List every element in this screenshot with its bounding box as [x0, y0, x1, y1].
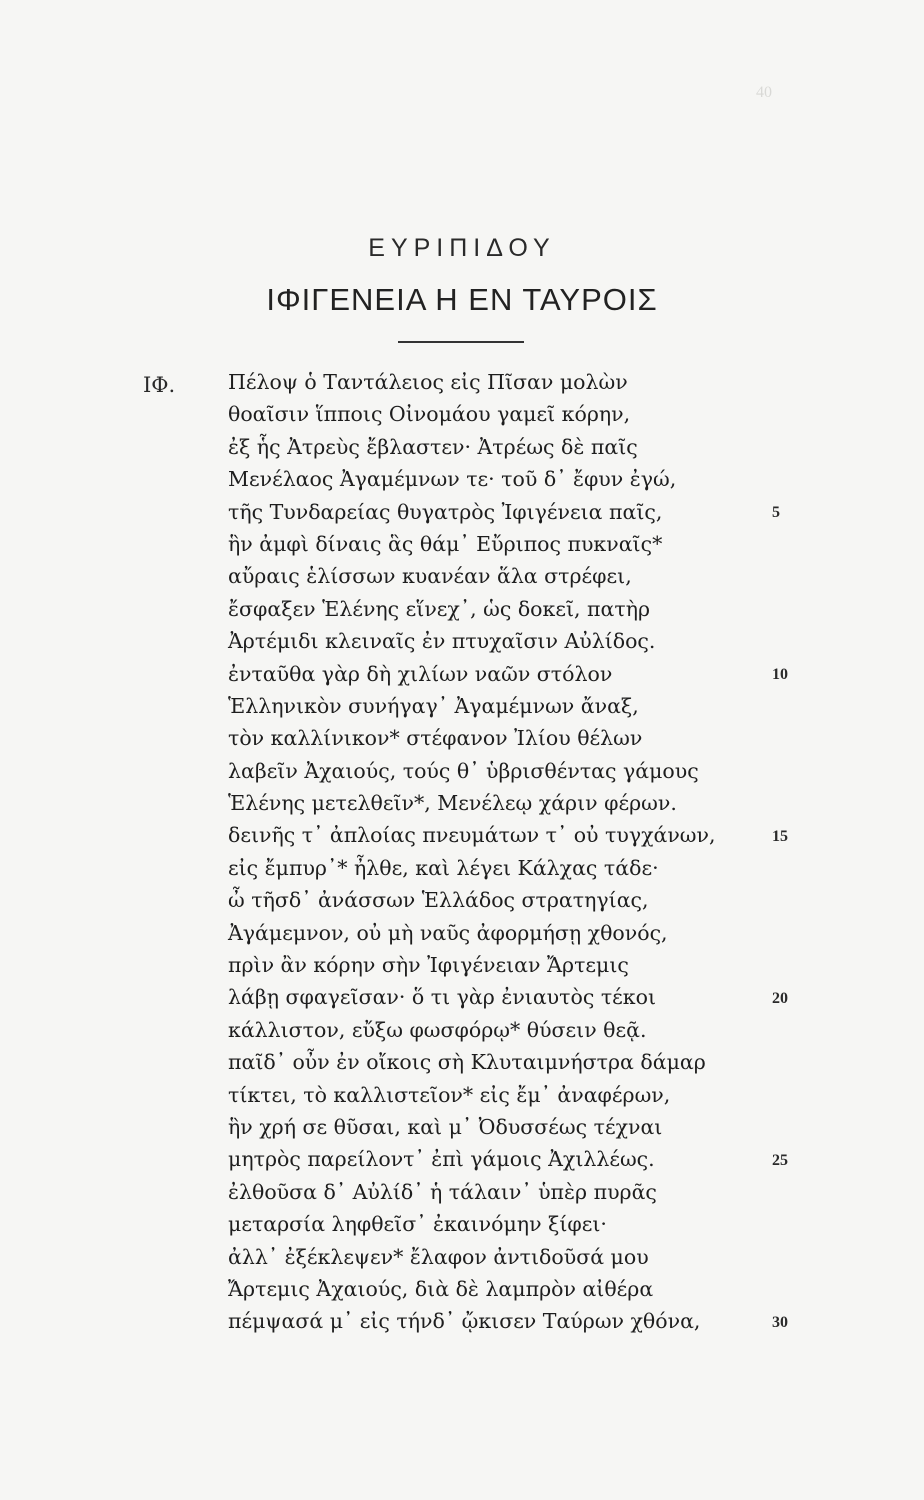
verse-line: μεταρσία ληφθεῖσ᾽ ἐκαινόμην ξίφει· — [228, 1212, 607, 1237]
verse-block — [228, 366, 788, 1338]
line-number: 10 — [772, 665, 788, 683]
verse-line: Πέλοψ ὁ Ταντάλειος εἰς Πῖσαν μολὼν — [228, 370, 628, 394]
verse-line: ἐλθοῦσα δ᾽ Αὐλίδ᾽ ἡ τάλαιν᾽ ὑπὲρ πυρᾶς — [228, 1179, 657, 1204]
line-number: 5 — [772, 503, 780, 521]
verse-line: ἐξ ἧς Ἀτρεὺς ἔβλαστεν· Ἀτρέως δὲ παῖς — [228, 434, 638, 459]
verse-line: τίκτει, τὸ καλλιστεῖον* εἰς ἔμ᾽ ἀναφέρων, — [228, 1082, 671, 1107]
verse-line: λαβεῖν Ἀχαιούς, τούς θ᾽ ὑβρισθέντας γάμους — [228, 758, 699, 783]
verse-line: τῆς Τυνδαρείας θυγατρὸς Ἰφιγένεια παῖς, — [228, 499, 663, 524]
verse-line: μητρὸς παρείλοντ᾽ ἐπὶ γάμοις Ἀχιλλέως. — [228, 1147, 655, 1172]
verse-line: πρὶν ἂν κόρην σὴν Ἰφιγένειαν Ἄρτεμις — [228, 953, 629, 978]
verse-line: Ἑλένης μετελθεῖν*, Μενέλεῳ χάριν φέρων. — [228, 791, 677, 816]
verse-line: αὔραις ἑλίσσων κυανέαν ἅλα στρέφει, — [228, 564, 632, 589]
bleed-through-number: 40 — [756, 84, 772, 101]
author-heading: ΕΥΡΙΠΙΔΟΥ — [368, 234, 556, 262]
verse-line: ἐνταῦθα γὰρ δὴ χιλίων ναῶν στόλον — [228, 661, 613, 686]
line-number: 30 — [772, 1313, 788, 1331]
verse-line: ἀλλ᾽ ἐξέκλεψεν* ἔλαφον ἀντιδοῦσά μου — [228, 1244, 649, 1269]
verse-line: ἣν ἀμφὶ δίναις ἃς θάμ᾽ Εὔριπος πυκναῖς* — [228, 531, 663, 556]
line-number: 20 — [772, 989, 788, 1007]
verse-line: Ἑλληνικὸν συνήγαγ᾽ Ἀγαμέμνων ἄναξ, — [228, 693, 639, 718]
play-title: ΙΦΙΓΕΝΕΙΑ Η ΕΝ ΤΑΥΡΟΙΣ — [266, 282, 658, 317]
verse-line: τὸν καλλίνικον* στέφανον Ἰλίου θέλων — [228, 726, 643, 751]
verse-line: παῖδ᾽ οὖν ἐν οἴκοις σὴ Κλυταιμνήστρα δάμαρ — [228, 1050, 706, 1075]
verse-line: δεινῆς τ᾽ ἀπλοίας πνευμάτων τ᾽ οὐ τυγχάνων, — [228, 823, 716, 848]
line-number: 25 — [772, 1151, 788, 1169]
verse-line: Μενέλαος Ἀγαμέμνων τε· τοῦ δ᾽ ἔφυν ἐγώ, — [228, 467, 677, 492]
verse-line: κάλλιστον, εὔξω φωσφόρῳ* θύσειν θεᾷ. — [228, 1017, 647, 1042]
verse-line: εἰς ἔμπυρ᾽* ἦλθε, καὶ λέγει Κάλχας τάδε· — [228, 855, 659, 880]
verse-line: Ἀγάμεμνον, οὐ μὴ ναῦς ἀφορμήσῃ χθονός, — [228, 920, 668, 945]
title-divider — [398, 341, 524, 343]
verse-line: πέμψασά μ᾽ εἰς τήνδ᾽ ᾤκισεν Ταύρων χθόνα, — [228, 1309, 701, 1334]
speaker-label: ΙΦ. — [143, 373, 176, 397]
verse-line: Ἄρτεμις Ἀχαιούς, διὰ δὲ λαμπρὸν αἰθέρα — [228, 1276, 654, 1301]
verse-line: ὦ τῆσδ᾽ ἀνάσσων Ἑλλάδος στρατηγίας, — [228, 888, 649, 913]
verse-line: ἔσφαξεν Ἑλένης εἵνεχ᾽, ὡς δοκεῖ, πατὴρ — [228, 596, 651, 621]
verse-line: θοαῖσιν ἵπποις Οἰνομάου γαμεῖ κόρην, — [228, 402, 631, 427]
verse-line: Ἀρτέμιδι κλειναῖς ἐν πτυχαῖσιν Αὐλίδος. — [228, 629, 656, 654]
verse-line: ἣν χρή σε θῦσαι, καὶ μ᾽ Ὀδυσσέως τέχναι — [228, 1114, 663, 1139]
verse-line: λάβῃ σφαγεῖσαν· ὅ τι γὰρ ἐνιαυτὸς τέκοι — [228, 985, 656, 1010]
line-number: 15 — [772, 827, 788, 845]
